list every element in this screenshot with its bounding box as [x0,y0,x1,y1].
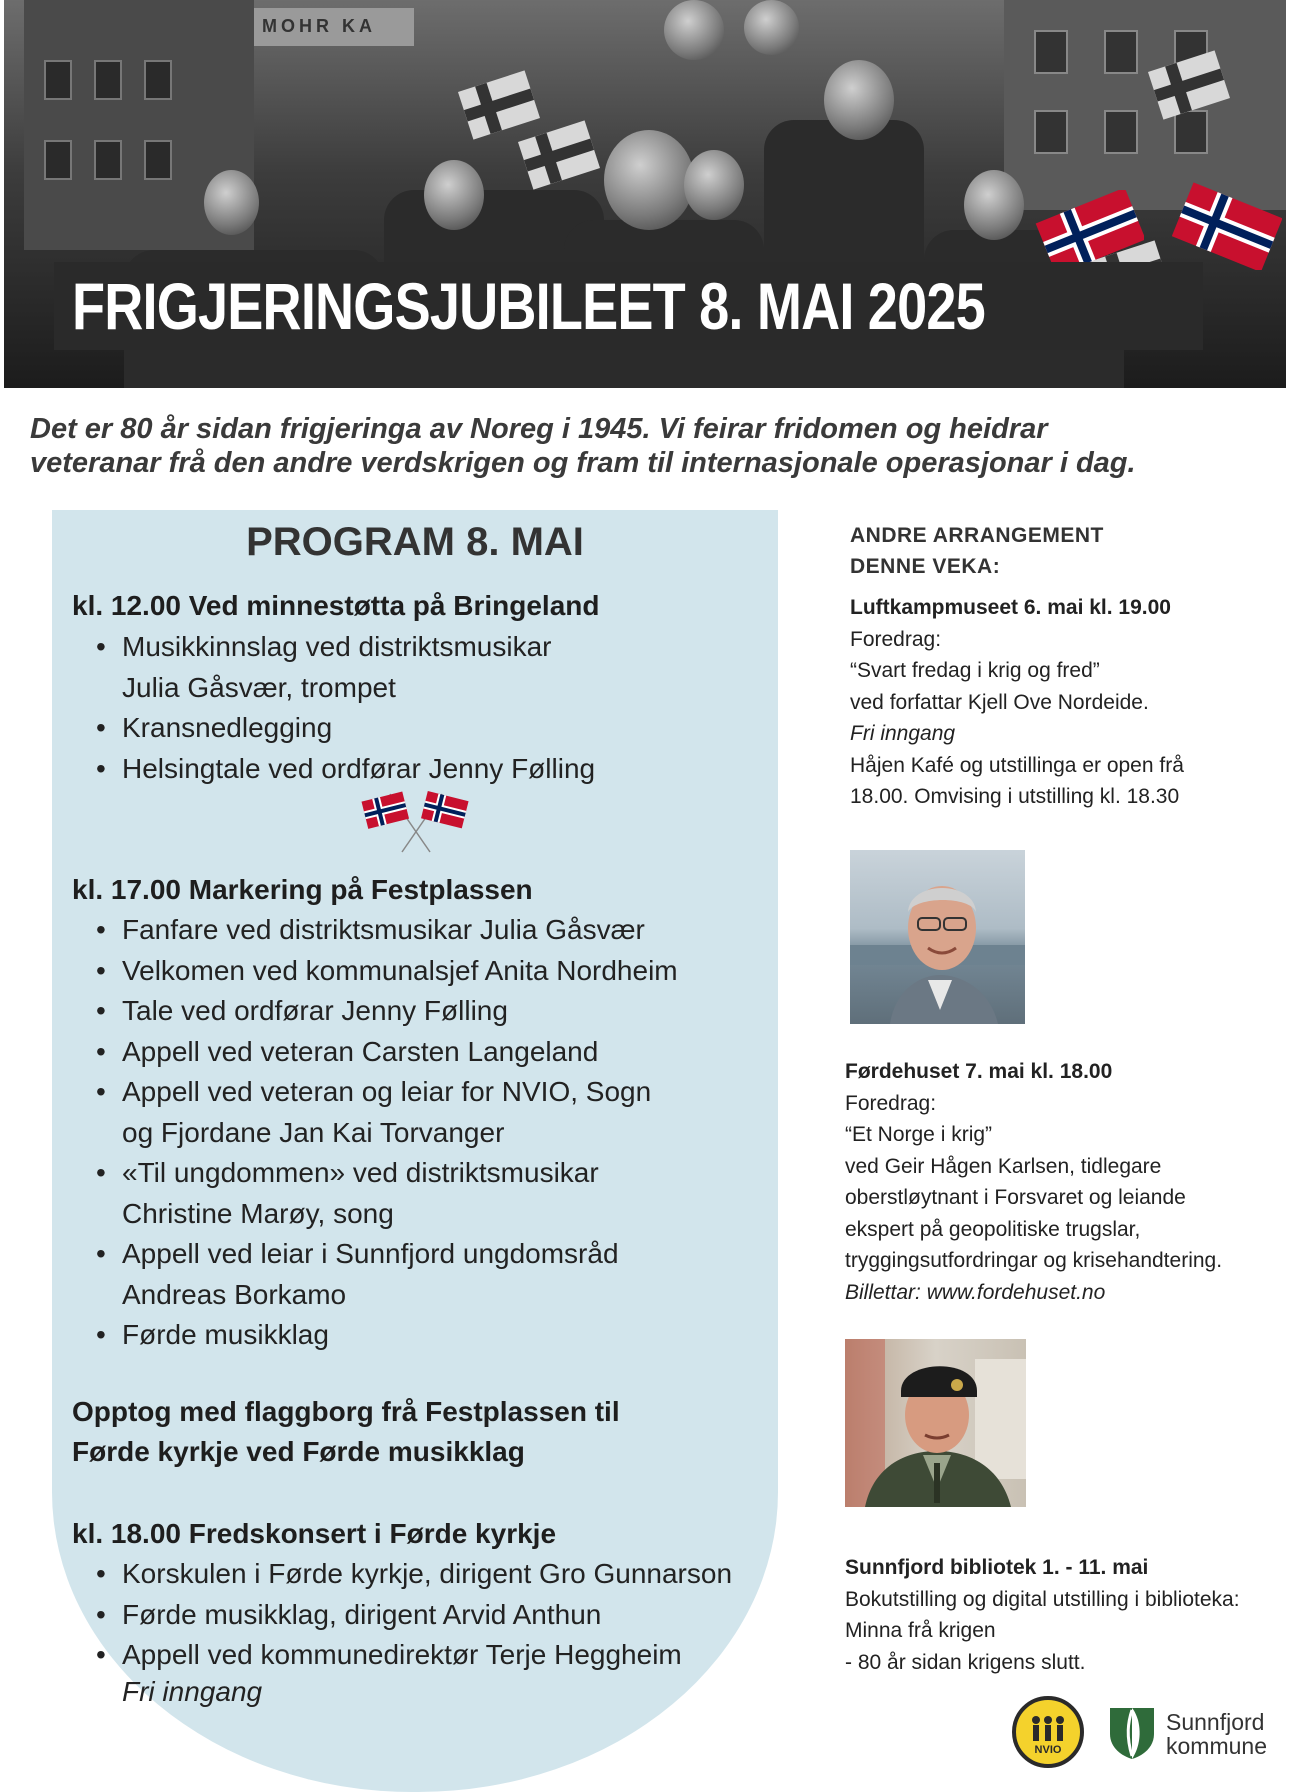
free-entry-note: Fri inngang [122,1676,263,1707]
section-heading: kl. 12.00 Ved minnestøtta på Bringeland [72,590,600,621]
storefront-sign: MOHR KA [254,8,414,46]
crossed-flags-icon [360,786,472,856]
intro-line: Det er 80 år sidan frigjeringa av Noreg i 1945. Vi feirar fridomen og heidrar [30,413,1048,445]
list-item: • Fanfare ved distriktsmusikar Julia Gåsvær [92,910,678,951]
intro-text [30,412,1260,480]
building-right [1004,0,1286,210]
list-item: • Korskulen i Førde kyrkje, dirigent Gro Gunnarson [92,1554,732,1595]
bullet-list [92,1554,732,1676]
program-title: PROGRAM 8. MAI [246,520,584,564]
portrait-image [850,850,1025,1024]
section-heading: kl. 17.00 Markering på Festplassen [72,874,533,905]
section-heading: Førde kyrkje ved Førde musikklag [72,1436,525,1467]
list-item: • Helsingtale ved ordførar Jenny Følling [92,749,595,790]
sunnfjord-shield-icon [1108,1706,1156,1760]
list-item: • Appell ved veteran og leiar for NVIO, Sogn og Fjordane Jan Kai Torvanger [92,1072,678,1153]
list-item: • Kransnedlegging [92,708,595,749]
list-item: • Tale ved ordførar Jenny Følling [92,991,678,1032]
section-heading: Opptog med flaggborg frå Festplassen til [72,1396,620,1427]
event-bibliotek: Sunnfjord bibliotek 1. - 11. mai Bokutstilling og digital utstilling i biblioteka: Minna frå krigen - 80 år sidan krigens slutt. [845,1552,1285,1678]
list-item: • Appell ved veteran Carsten Langeland [92,1032,678,1073]
list-item: • Appell ved kommunedirektør Terje Heggheim [92,1635,732,1676]
norwegian-flag-icon [1172,180,1282,270]
list-item: • Førde musikklag, dirigent Arvid Anthun [92,1595,732,1636]
bullet-list [92,910,678,1356]
page-title-banner [54,262,1203,350]
list-item: • Musikkinnslag ved distriktsmusikar Julia Gåsvær, trompet [92,627,595,708]
list-item: • «Til ungdommen» ved distriktsmusikar Christine Marøy, song [92,1153,678,1234]
speaker-photo-karlsen [845,1339,1026,1507]
sidebar-heading: ANDRE ARRANGEMENT DENNE VEKA: [850,524,1104,578]
event-fordehuset: Førdehuset 7. mai kl. 18.00 Foredrag: “Et Norge i krig” ved Geir Hågen Karlsen, tidlegare oberstløytnant i Forsvaret og leiande ekspert på geopolitiske trugslar, tryggingsutfordringar og krisehandtering. Billettar: www.fordehuset.no [845,1056,1285,1308]
norwegian-flag-icon [1034,190,1144,270]
page-title: FRIGJERINGSJUBILEET 8. MAI 2025 [72,269,985,343]
event-title: Førdehuset 7. mai kl. 18.00 [845,1060,1113,1083]
event-luftkampmuseet: Luftkampmuseet 6. mai kl. 19.00 Foredrag: “Svart fredag i krig og fred” ved forfattar Kjell Ove Nordeide. Fri inngang Håjen Kafé og utstillinga er open frå 18.00. Omvising i utstilling kl. 18.30 [850,592,1290,813]
event-title: Luftkampmuseet 6. mai kl. 19.00 [850,596,1171,619]
nvio-logo: NVIO [1012,1696,1084,1768]
event-title: Sunnfjord bibliotek 1. - 11. mai [845,1556,1149,1579]
portrait-image [845,1339,1026,1507]
list-item: • Førde musikklag [92,1315,678,1356]
intro-line: veteranar frå den andre verdskrigen og fram til internasjonale operasjonar i dag. [30,447,1136,479]
section-heading: kl. 18.00 Fredskonsert i Førde kyrkje [72,1518,557,1549]
sunnfjord-logo-text: Sunnfjord kommune [1166,1709,1267,1759]
list-item: • Velkomen ved kommunalsjef Anita Nordheim [92,951,678,992]
bullet-list [92,627,595,789]
figures-icon [1028,1714,1068,1744]
speaker-photo-nordeide [850,850,1025,1024]
list-item: • Appell ved leiar i Sunnfjord ungdomsråd Andreas Borkamo [92,1234,678,1315]
